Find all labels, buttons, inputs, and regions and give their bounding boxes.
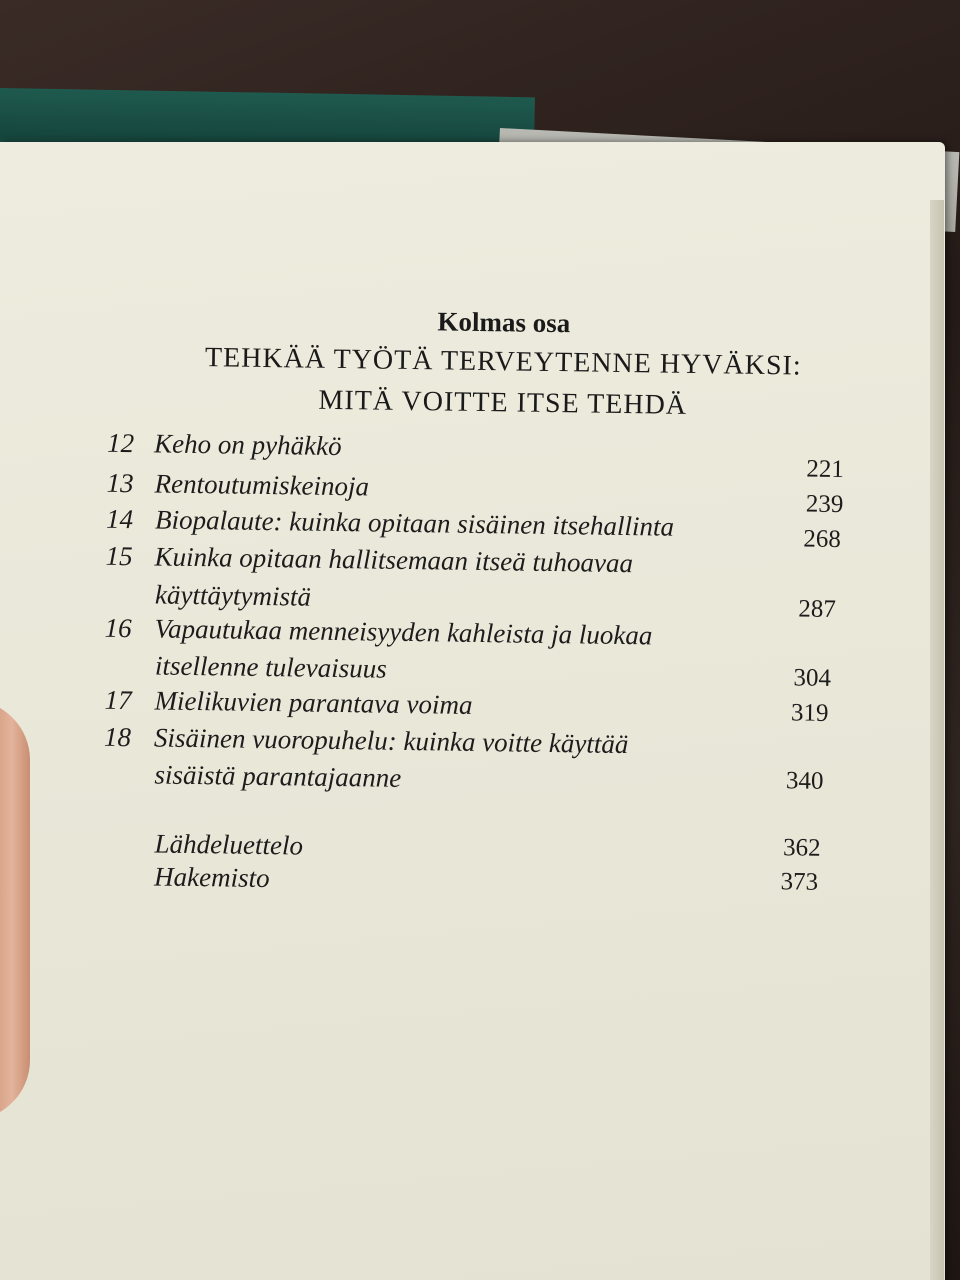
- chapter-title-continued: itsellenne tulevaisuus: [154, 650, 387, 684]
- chapter-number: 14: [105, 503, 134, 535]
- finger: [0, 700, 30, 1120]
- chapter-page: 268: [803, 525, 842, 554]
- backmatter-page: 373: [780, 868, 819, 896]
- chapter-title: Kuinka opitaan hallitsemaan itseä tuhoavaa: [154, 541, 634, 579]
- chapter-title-continued: käyttäytymistä: [154, 579, 312, 612]
- chapter-number: 12: [106, 427, 135, 459]
- chapter-title: Keho on pyhäkkö: [153, 428, 342, 462]
- chapter-number: 17: [104, 684, 132, 716]
- part-title-line-2: MITÄ VOITTE ITSE TEHDÄ: [318, 384, 688, 421]
- backmatter-title: Lähdeluettelo: [154, 828, 304, 861]
- chapter-page: 340: [785, 767, 824, 795]
- chapter-title: Rentoutumiskeinoja: [154, 468, 370, 502]
- chapter-number: 15: [105, 540, 133, 572]
- backmatter-page: 362: [782, 834, 821, 862]
- chapter-title: Sisäinen vuoropuhelu: kuinka voitte käyttää: [153, 722, 629, 760]
- chapter-page: 239: [805, 490, 844, 519]
- chapter-number: 18: [103, 721, 132, 753]
- chapter-page: 304: [793, 664, 832, 692]
- backmatter-title: Hakemisto: [153, 861, 270, 894]
- chapter-number: 16: [104, 612, 132, 644]
- chapter-title: Mielikuvien parantava voima: [154, 685, 473, 720]
- chapter-title: Biopalaute: kuinka opitaan sisäinen itsehallinta: [154, 504, 675, 542]
- chapter-page: 287: [798, 595, 837, 623]
- chapter-number: 13: [106, 467, 134, 499]
- chapter-title: Vapautukaa menneisyyden kahleista ja luokaa: [154, 613, 653, 651]
- chapter-page: 319: [790, 699, 829, 727]
- part-label: Kolmas osa: [437, 306, 571, 339]
- part-title-line-1: TEHKÄÄ TYÖTÄ TERVEYTENNE HYVÄKSI:: [204, 342, 802, 382]
- chapter-title-continued: sisäistä parantajaanne: [154, 759, 402, 793]
- chapter-page: 221: [806, 455, 845, 484]
